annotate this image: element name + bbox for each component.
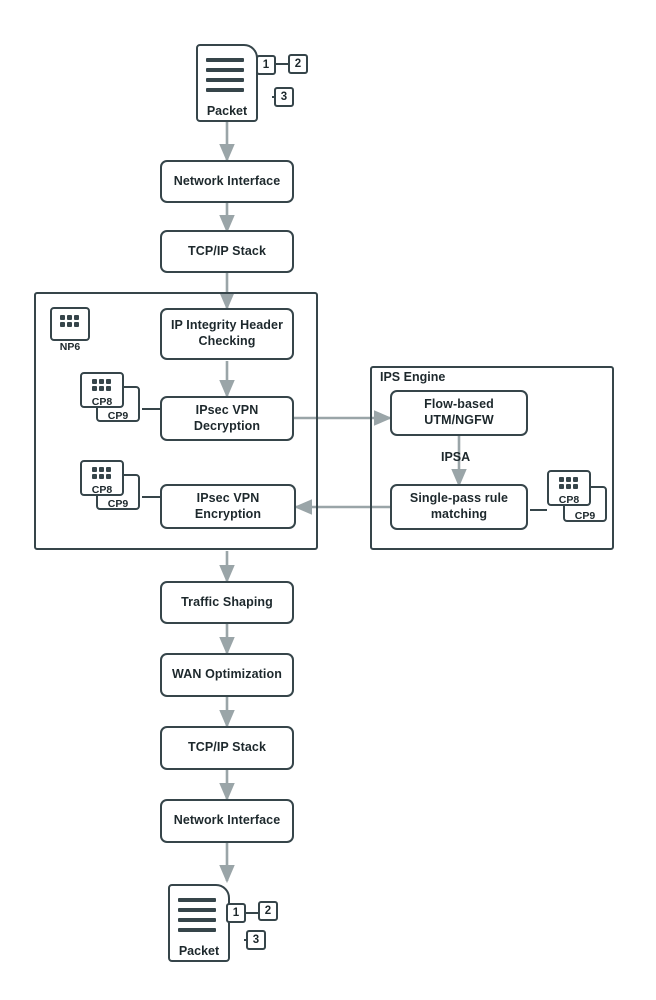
np6-chip [50, 307, 90, 353]
packet-out-badge-3: 3 [246, 930, 266, 950]
cp9-ips-label: CP9 [574, 510, 596, 522]
node-tcp-ip-stack-out[interactable]: TCP/IP Stack [160, 726, 294, 770]
cp8-cp9-ips-chip [547, 470, 613, 532]
packet-out-badge-1: 1 [226, 903, 246, 923]
node-ipsec-vpn-decryption[interactable]: IPsec VPN Decryption [160, 396, 294, 441]
packet-lines-icon [206, 58, 244, 98]
packet-in-badge-2: 2 [288, 54, 308, 74]
cp8-ips-label: CP8 [558, 494, 580, 506]
packet-out-lines-icon [178, 898, 216, 938]
node-traffic-shaping[interactable]: Traffic Shaping [160, 581, 294, 624]
cp8-cp9-decryption-chip [80, 372, 146, 432]
node-network-interface-out[interactable]: Network Interface [160, 799, 294, 843]
node-ipsec-vpn-encryption[interactable]: IPsec VPN Encryption [160, 484, 296, 529]
cp9-encryption-label: CP9 [107, 498, 129, 510]
np6-chip-label: NP6 [59, 341, 81, 353]
packet-in-badge-3: 3 [274, 87, 294, 107]
node-ip-integrity-header-checking[interactable]: IP Integrity Header Checking [160, 308, 294, 360]
ipsa-label: IPSA [441, 450, 471, 464]
cp8-encryption-label: CP8 [91, 484, 113, 496]
node-wan-optimization[interactable]: WAN Optimization [160, 653, 294, 697]
cp8-decryption-label: CP8 [91, 396, 113, 408]
node-network-interface-in[interactable]: Network Interface [160, 160, 294, 203]
node-single-pass-rule-matching[interactable]: Single-pass rule matching [390, 484, 528, 530]
cp9-decryption-label: CP9 [107, 410, 129, 422]
node-tcp-ip-stack-in[interactable]: TCP/IP Stack [160, 230, 294, 273]
packet-in-badge-1: 1 [256, 55, 276, 75]
packet-out-badge-2: 2 [258, 901, 278, 921]
packet-in-label: Packet [206, 104, 248, 118]
cp8-cp9-encryption-chip [80, 460, 146, 520]
packet-out-label: Packet [178, 944, 220, 958]
node-flow-based-utm-ngfw[interactable]: Flow-based UTM/NGFW [390, 390, 528, 436]
ips-engine-group-label: IPS Engine [380, 370, 446, 384]
